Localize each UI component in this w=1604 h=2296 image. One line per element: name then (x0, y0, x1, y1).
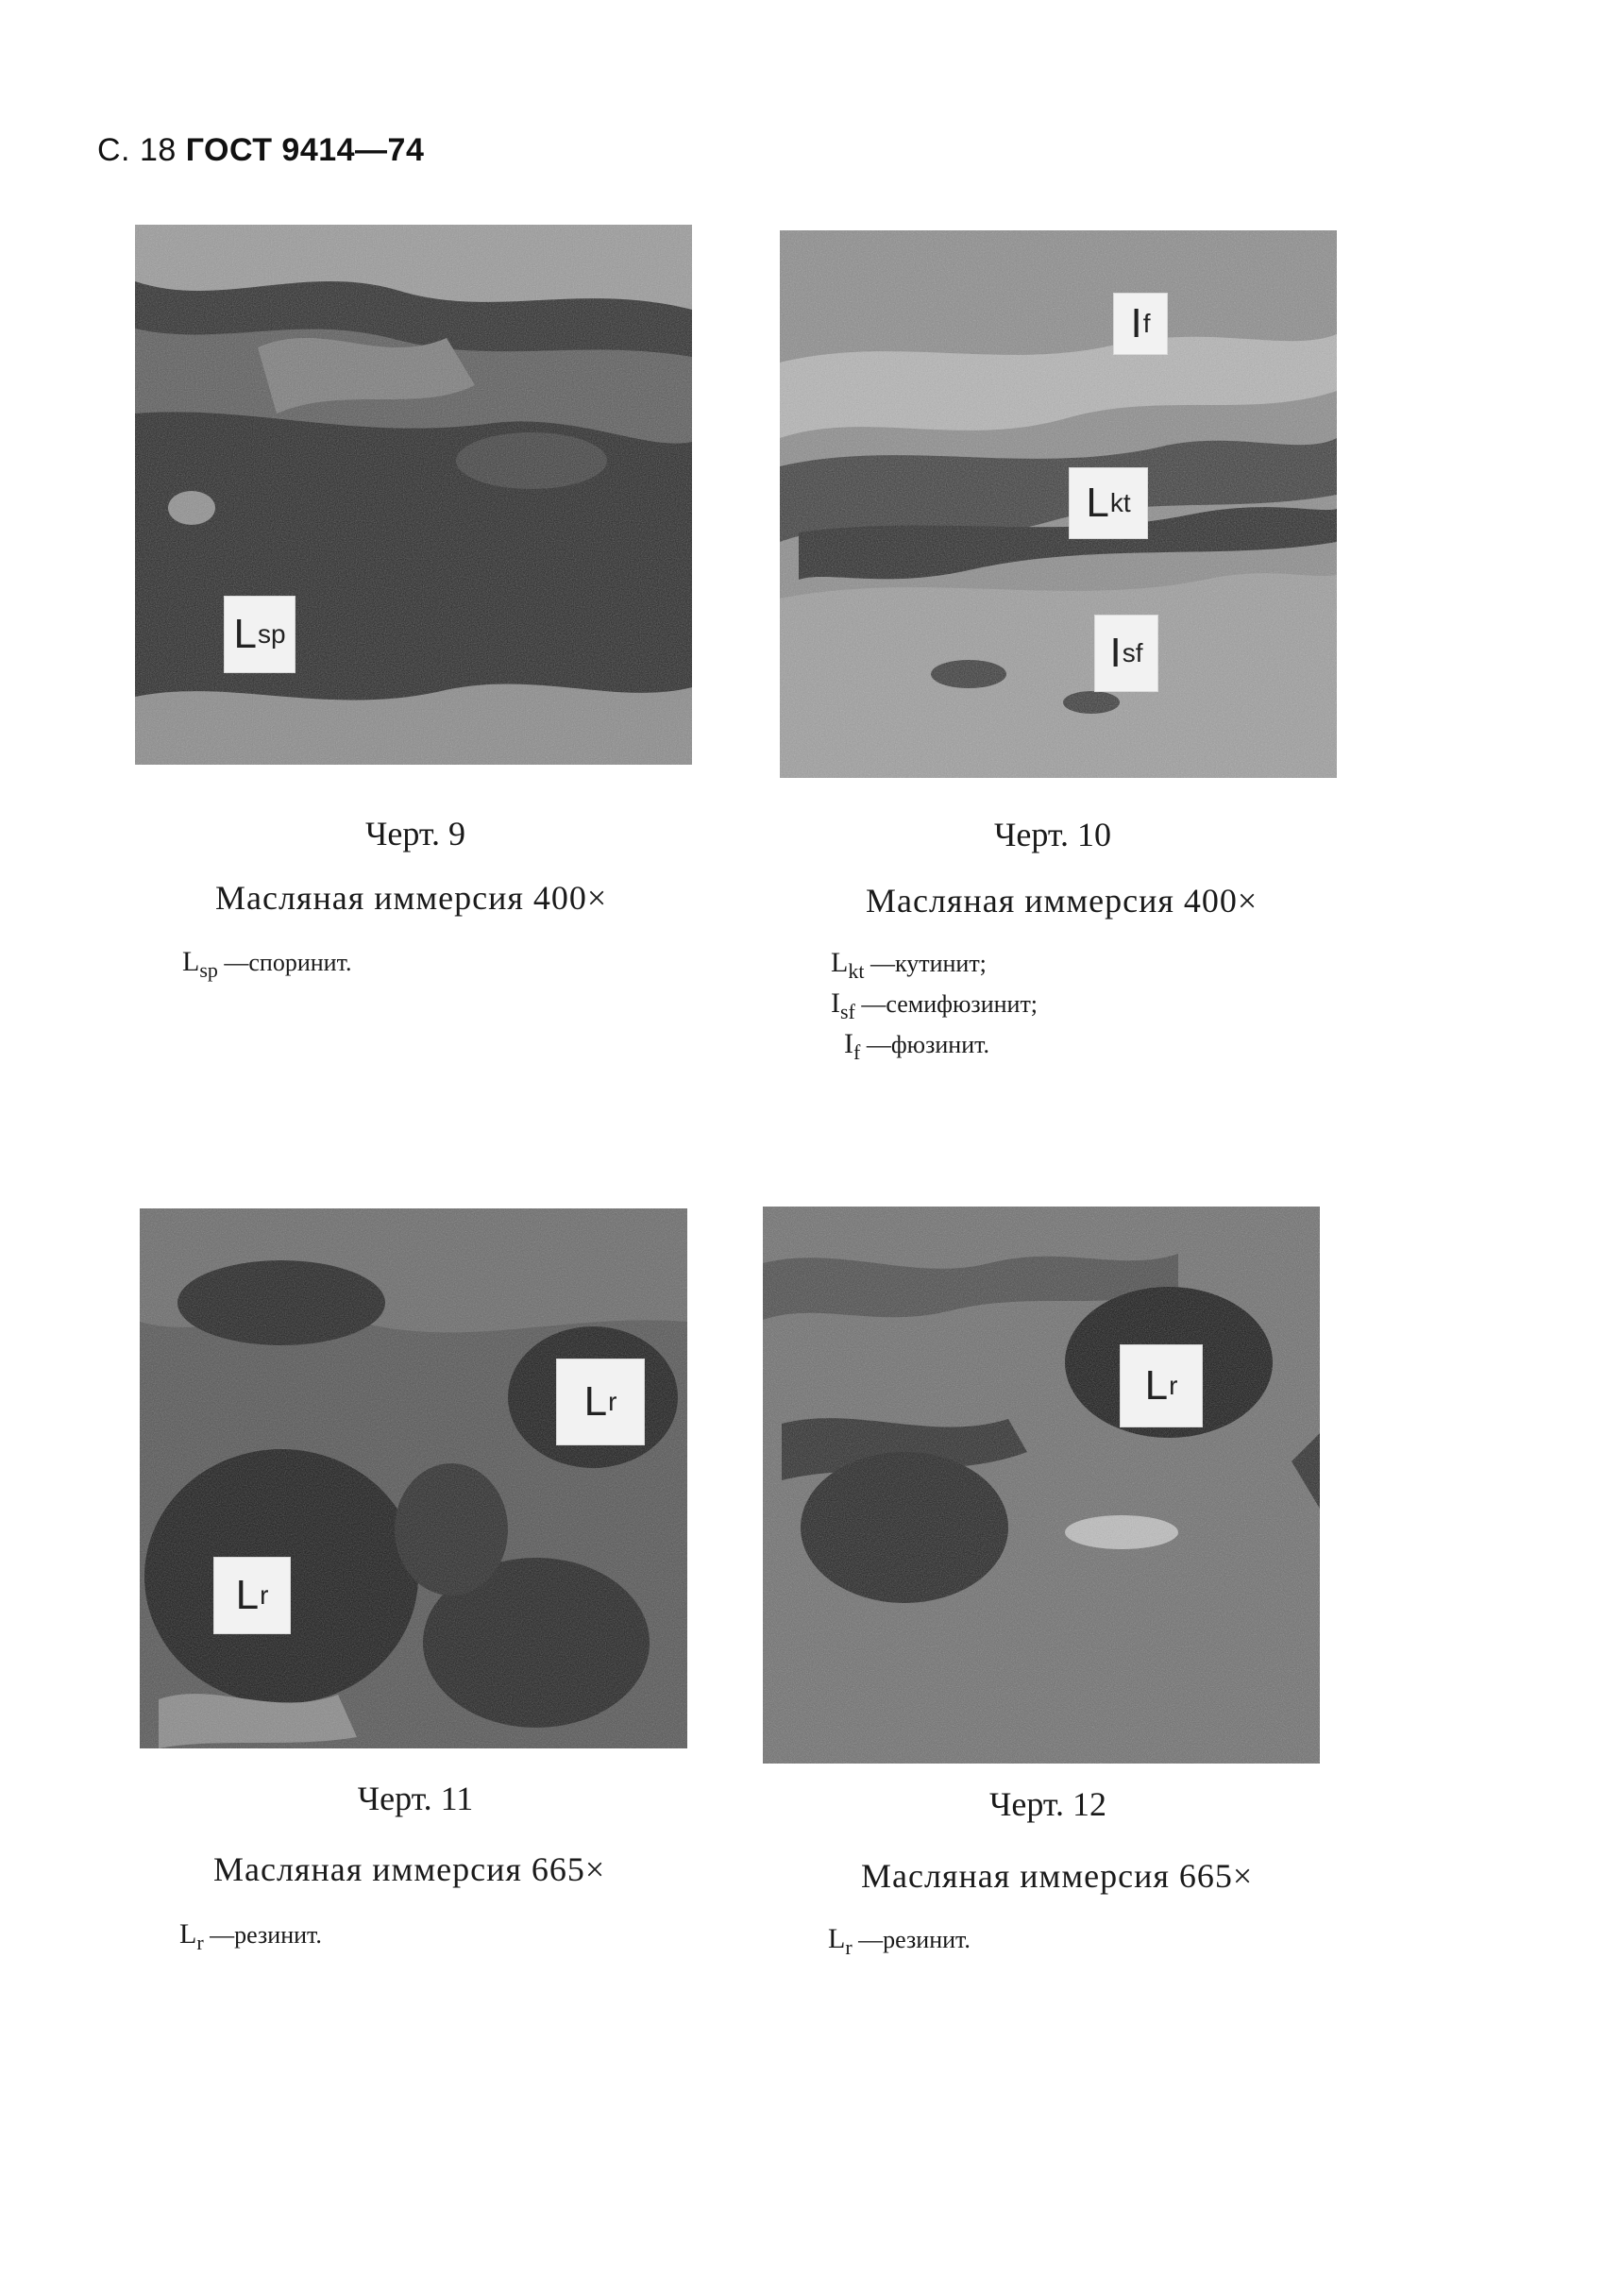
document-code: ГОСТ 9414—74 (185, 132, 425, 168)
caption-figure-9: Черт. 9 (365, 815, 465, 853)
magnification-figure-10: Масляная иммерсия 400× (866, 882, 1258, 920)
caption-figure-10: Черт. 10 (994, 816, 1111, 853)
label-semifusinite: I sf (1095, 616, 1157, 691)
micrograph-11 (140, 1208, 687, 1748)
magnification-figure-12: Масляная иммерсия 665× (861, 1857, 1254, 1895)
legend-figure-12 (828, 1923, 971, 1964)
legend-figure-11 (179, 1918, 322, 1959)
micrograph-12 (763, 1207, 1320, 1764)
legend-item: $L_{kt}$ —кутинит; (831, 947, 987, 983)
micrograph-9 (135, 225, 692, 765)
caption-figure-12: Черт. 12 (989, 1785, 1106, 1823)
page-header (97, 132, 424, 169)
legend-item: $L_r$ —резинит. (179, 1918, 322, 1954)
magnification-figure-11: Масляная иммерсия 665× (213, 1850, 606, 1888)
label-sporinite: L sp (225, 597, 295, 672)
label-resinite: L r (1121, 1345, 1202, 1427)
legend-item: $I_{sf}$ —семифюзинит; (831, 988, 1038, 1023)
micrograph-10 (780, 230, 1337, 778)
label-cutinite: L kt (1070, 468, 1147, 538)
label-resinite-upper: L r (557, 1359, 644, 1444)
page-number: С. 18 (97, 132, 177, 168)
legend-item: $L_r$ —резинит. (828, 1923, 971, 1959)
legend-figure-9 (182, 946, 352, 987)
legend-item: $L_{sp}$ —споринит. (182, 946, 352, 982)
label-resinite-lower: L r (214, 1558, 290, 1633)
label-fusinite: I f (1114, 294, 1167, 354)
legend-figure-10 (831, 947, 1038, 1069)
legend-item: $I_f$ —фюзинит. (844, 1028, 990, 1064)
magnification-figure-9: Масляная иммерсия 400× (215, 879, 608, 917)
caption-figure-11: Черт. 11 (357, 1780, 474, 1817)
